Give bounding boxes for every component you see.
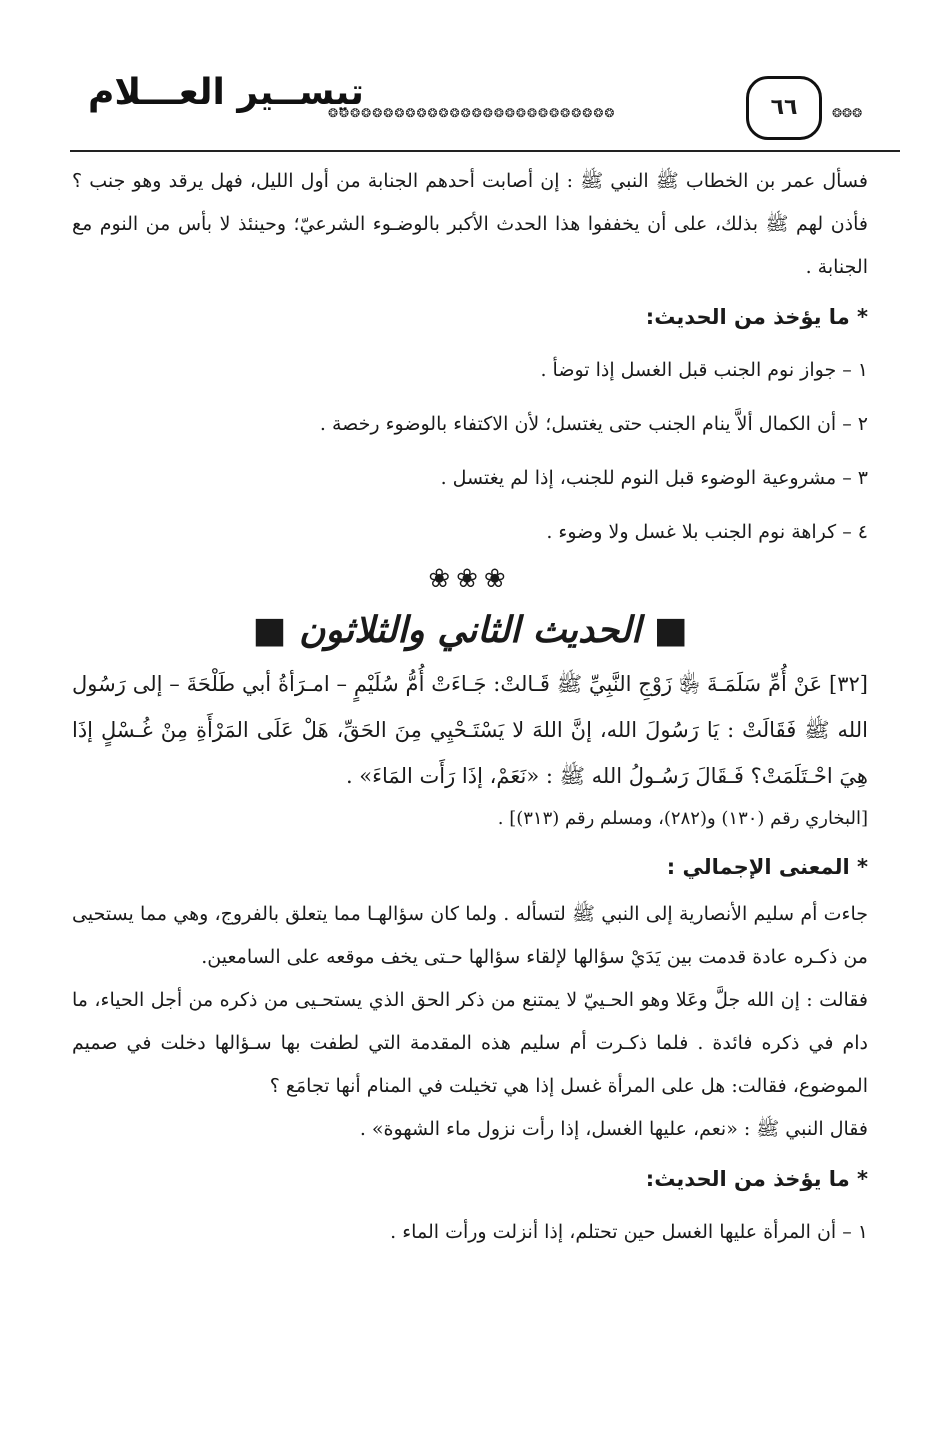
list-item: ٢ – أن الكمال ألاَّ ينام الجنب حتى يغتسل؛ لأن الاكتفاء بالوضوء رخصة .	[319, 413, 868, 435]
list-item: ٤ – كراهة نوم الجنب بلا غسل ولا وضوء .	[546, 521, 868, 543]
hadith-source: [البخاري رقم (١٣٠) و(٢٨٢)، ومسلم رقم (٣١٣)] .	[497, 808, 868, 829]
page-header	[70, 66, 900, 156]
section-heading: * ما يؤخذ من الحديث:	[645, 1167, 868, 1191]
intro-paragraph: فسأل عمر بن الخطاب ﷺ النبي ﷺ : إن أصابت أحدهم الجنابة من أول الليل، فهل يرقد وهو جنب ؟ فأذن لهم ﷺ بذلك، على أن يخففوا هذا الحدث الأكبر بالوضـوء الشرعيّ؛ وحينئذ لا بأس من النوم مع الجنابة .	[72, 170, 868, 278]
section-heading: * ما يؤخذ من الحديث:	[645, 305, 868, 329]
hadith-text: [٣٢] عَنْ أُمِّ سَلَمَـةَ ﵂ زَوْجِ النَّبِيِّ ﷺ قَـالتْ: جَـاءَتْ أُمُّ سُلَيْمٍ – امـرَأةُ أبي طَلْحَةَ – إلى رَسُول الله ﷺ فَقَالَتْ : يَا رَسُولَ الله، إنَّ اللهَ لا يَسْتَـحْيِي مِنَ الحَقِّ، هَلْ عَلَى المَرْأَةِ مِنْ غُـسْلٍ إذَا هِيَ احْـتَلَمَتْ؟ فَـقَالَ رَسُـولُ الله ﷺ : «نَعَمْ، إذَا رَأَت المَاءَ» .	[72, 672, 868, 788]
body-paragraph: فقال النبي ﷺ : «نعم، عليها الغسل، إذا رأت نزول ماء الشهوة» .	[359, 1118, 868, 1140]
header-ornament: ❂❂❂❂❂❂❂❂❂❂❂❂❂❂❂❂❂❂❂❂❂❂❂❂❂❂	[328, 106, 616, 120]
page-content	[72, 160, 868, 1259]
page-number: ٦٦	[746, 76, 822, 140]
header-rule	[70, 150, 900, 152]
list-item: ٣ – مشروعية الوضوء قبل النوم للجنب، إذا لم يغتسل .	[440, 467, 868, 489]
section-heading: * المعنى الإجمالي :	[666, 855, 868, 879]
flower-divider: ❀❀❀	[428, 564, 512, 594]
list-item: ١ – جواز نوم الجنب قبل الغسل إذا توضأ .	[540, 359, 868, 381]
book-title: تيســير العـــلام	[88, 72, 364, 113]
list-item: ١ – أن المرأة عليها الغسل حين تحتلم، إذا أنزلت ورأت الماء .	[390, 1221, 868, 1243]
body-paragraph: فقالت : إن الله جلَّ وعَلا وهو الحـييّ لا يمتنع من ذكر الحق الذي يستحـيى من ذكره من أجل الحياء، ما دام في ذكره فائدة . فلما ذكـرت أم سليم هذه المقدمة التي لطفت بها سـؤالها دخلت في صميم الموضوع، فقالت: هل على المرأة غسل إذا هي تخيلت في المنام أنها تجامَع ؟	[72, 989, 868, 1097]
header-ornament-right: ❂❂❂	[832, 106, 863, 120]
body-paragraph: جاءت أم سليم الأنصارية إلى النبي ﷺ لتسأله . ولما كان سؤالهـا مما يتعلق بالفروج، وهي مما يستحيى من ذكـره عادة قدمت بين يَدَيْ سؤالها لإلقاء سؤالها حـتى يخف موقعه على السامعين.	[72, 903, 868, 968]
hadith-title: ■ الحديث الثاني والثلاثون ■	[252, 609, 688, 651]
